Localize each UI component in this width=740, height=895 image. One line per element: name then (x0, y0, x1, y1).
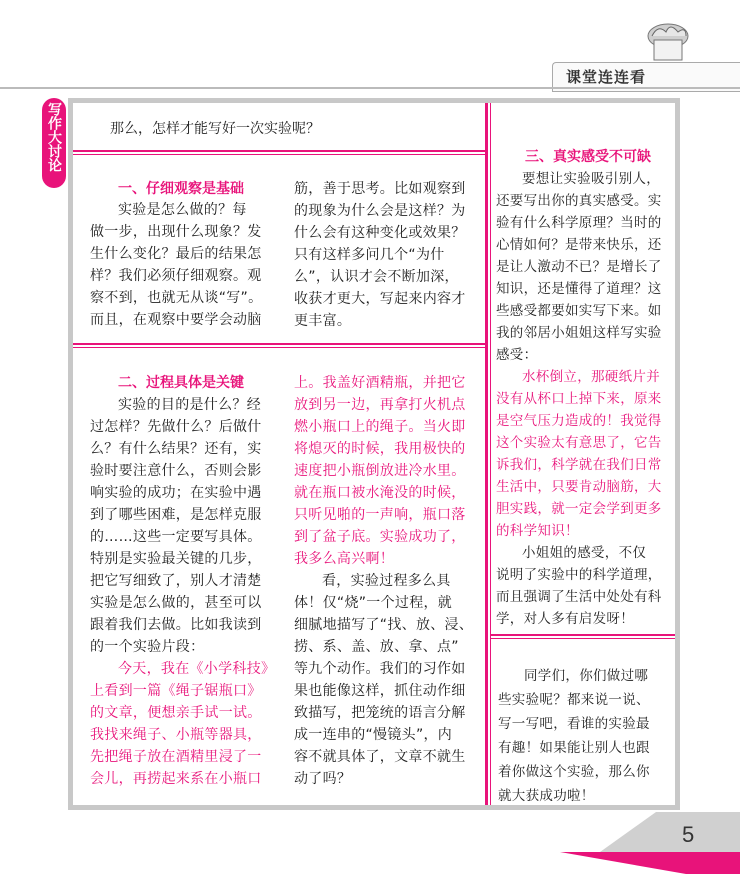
section3-heading: 三、真实感受不可缺 (525, 149, 651, 165)
row-divider (73, 343, 485, 345)
text-line: 有趣！如果能让别人也跟 (498, 740, 650, 756)
text-line: 的一个实验片段： (90, 639, 205, 655)
cup-plant-icon (640, 22, 696, 62)
text-line: 就大获成功啦！ (498, 788, 595, 804)
text-line: 看，实验过程多么具 (322, 573, 451, 589)
header-divider (0, 87, 740, 89)
text-line: 体！仅“烧”一个过程，就 (294, 595, 453, 611)
header-title: 课堂连连看 (566, 68, 647, 86)
footer-accent (560, 852, 740, 874)
text-line: 只有这样多问几个“为什 (294, 247, 445, 263)
text-line: 收获才更大，写起来内容才 (294, 291, 466, 307)
column-divider (485, 103, 488, 805)
text-line: 我的邻居小姐姐这样写实验 (496, 325, 662, 341)
excerpt-line: 就在瓶口被水淹没的时候， (294, 485, 466, 501)
excerpt-line: 燃小瓶口上的绳子。当火即 (294, 419, 466, 435)
text-line: 实验是怎么做的？每 (118, 202, 247, 218)
section1-col2 (294, 178, 482, 332)
row-divider-thin (73, 347, 485, 348)
section2-heading: 二、过程具体是关键 (118, 375, 244, 391)
text-line: 些感受都要如实写下来。如 (496, 303, 662, 319)
excerpt-line: 这个实验太有意思了，它告 (496, 435, 662, 451)
side-label (42, 98, 66, 188)
excerpt-line: 生活中，只要肯动脑筋，大 (496, 479, 662, 495)
text-line: 特别是实验最关键的几步， (90, 551, 262, 567)
excerpt-line: 我找来绳子、小瓶等器具， (90, 727, 262, 743)
excerpt-line: 先把绳子放在酒精里浸了一 (90, 749, 262, 765)
text-line: 心情如何？是带来快乐，还 (496, 237, 662, 253)
text-line: 察不到，也就无从谈“写”。 (90, 290, 263, 306)
excerpt-line: 今天，我在《小学科技》 (118, 661, 276, 677)
text-line: 验有什么科学原理？当时的 (496, 215, 662, 231)
excerpt-line: 上看到一篇《绳子锯瓶口》 (90, 683, 262, 699)
text-line: 知识，还是懂得了道理？这 (496, 281, 662, 297)
text-line: 等九个动作。我们的习作如 (294, 661, 466, 677)
excerpt-line: 的科学知识！ (496, 523, 579, 539)
text-line: 着你做这个实验，那么你 (498, 764, 650, 780)
text-line: 把它写细致了，别人才清楚 (90, 573, 262, 589)
text-line: 细腻地描写了“找、放、浸、 (294, 617, 474, 633)
text-line: 容不就具体了，文章不就生 (294, 749, 466, 765)
section3-body (496, 168, 674, 630)
excerpt-line: 没有从杯口上掉下来，原来 (496, 391, 662, 407)
text-line: 成一连串的“慢镜头”，内 (294, 727, 453, 743)
text-line: 的现象为什么会是这样？为 (294, 203, 466, 219)
text-line: 写一写吧，看谁的实验最 (498, 716, 650, 732)
section2-col1 (90, 394, 290, 790)
excerpt-line: 诉我们，科学就在我们日常 (496, 457, 662, 473)
intro-question: 那么，怎样才能写好一次实验呢？ (110, 121, 320, 137)
excerpt-line: 上。我盖好酒精瓶，并把它 (294, 375, 466, 391)
text-line: 么”，认识才会不断加深， (294, 269, 459, 285)
section1-heading: 一、仔细观察是基础 (118, 181, 244, 197)
row-divider (73, 150, 485, 152)
excerpt-line: 胆实践，就一定会学到更多 (496, 501, 662, 517)
text-line: 什么会有这种变化或效果？ (294, 225, 466, 241)
section2-col2 (294, 372, 482, 790)
text-line: 同学们，你们做过哪 (524, 668, 649, 684)
excerpt-line: 放到另一边，再拿打火机点 (294, 397, 466, 413)
text-line: 动了吗？ (294, 771, 352, 787)
excerpt-line: 将熄灭的时候，我用极快的 (294, 441, 466, 457)
text-line: 生什么变化？最后的结果怎 (90, 246, 262, 262)
text-line: 而且强调了生活中处处有科 (496, 589, 662, 605)
text-line: 跟着我们去做。比如我读到 (90, 617, 262, 633)
excerpt-line: 到了盆子底。实验成功了， (294, 529, 466, 545)
column-divider-thin (490, 103, 491, 805)
excerpt-line: 速度把小瓶倒放进冷水里。 (294, 463, 466, 479)
text-line: 实验的目的是什么？经 (118, 397, 261, 413)
text-line: 学，对人多有启发呀！ (496, 611, 634, 627)
text-line: 的……这些一定要写具体。 (90, 529, 262, 545)
page-number-strip (600, 812, 740, 852)
text-line: 说明了实验中的科学道理， (496, 567, 662, 583)
excerpt-line: 水杯倒立，那硬纸片并 (522, 369, 660, 385)
text-line: 感受： (496, 347, 538, 363)
page-number: 5 (682, 822, 695, 847)
text-line: 筋，善于思考。比如观察到 (294, 181, 466, 197)
text-line: 做一步，出现什么现象？发 (90, 224, 262, 240)
text-line: 过怎样？先做什么？后做什 (90, 419, 262, 435)
text-line: 些实验呢？都来说一说、 (498, 692, 650, 708)
excerpt-line: 会儿，再捞起来系在小瓶口 (90, 771, 262, 787)
closing-text (498, 664, 674, 808)
text-line: 验时要注意什么，否则会影 (90, 463, 262, 479)
text-line: 捞、系、盖、放、拿、点” (294, 639, 459, 655)
excerpt-line: 我多么高兴啊！ (294, 551, 395, 567)
text-line: 样？我们必须仔细观察。观 (90, 268, 262, 284)
section1-col1 (90, 199, 290, 331)
text-line: 而且，在观察中要学会动脑 (90, 312, 262, 328)
row-divider-thin (491, 638, 675, 639)
text-line: 响实验的成功；在实验中遇 (90, 485, 262, 501)
text-line: 实验是怎么做的，甚至可以 (90, 595, 262, 611)
text-line: 小姐姐的感受，不仅 (522, 545, 647, 561)
text-line: 果也能像这样，抓住动作细 (294, 683, 466, 699)
excerpt-line: 的文章，便想亲手试一试。 (90, 705, 262, 721)
text-line: 是让人激动不已？是增长了 (496, 259, 662, 275)
text-line: 致描写，把笼统的语言分解 (294, 705, 466, 721)
text-line: 还要写出你的真实感受。实 (496, 193, 662, 209)
text-line: 么？有什么结果？还有，实 (90, 441, 262, 457)
row-divider-thin (73, 154, 485, 155)
excerpt-line: 是空气压力造成的！我觉得 (496, 413, 662, 429)
text-line: 到了哪些困难，是怎样克服 (90, 507, 262, 523)
side-label-text: 写作大讨论 (46, 102, 62, 172)
row-divider (491, 634, 675, 636)
text-line: 要想让实验吸引别人， (522, 171, 660, 187)
text-line: 更丰富。 (294, 313, 352, 329)
excerpt-line: 只听见啪的一声响，瓶口落 (294, 507, 466, 523)
